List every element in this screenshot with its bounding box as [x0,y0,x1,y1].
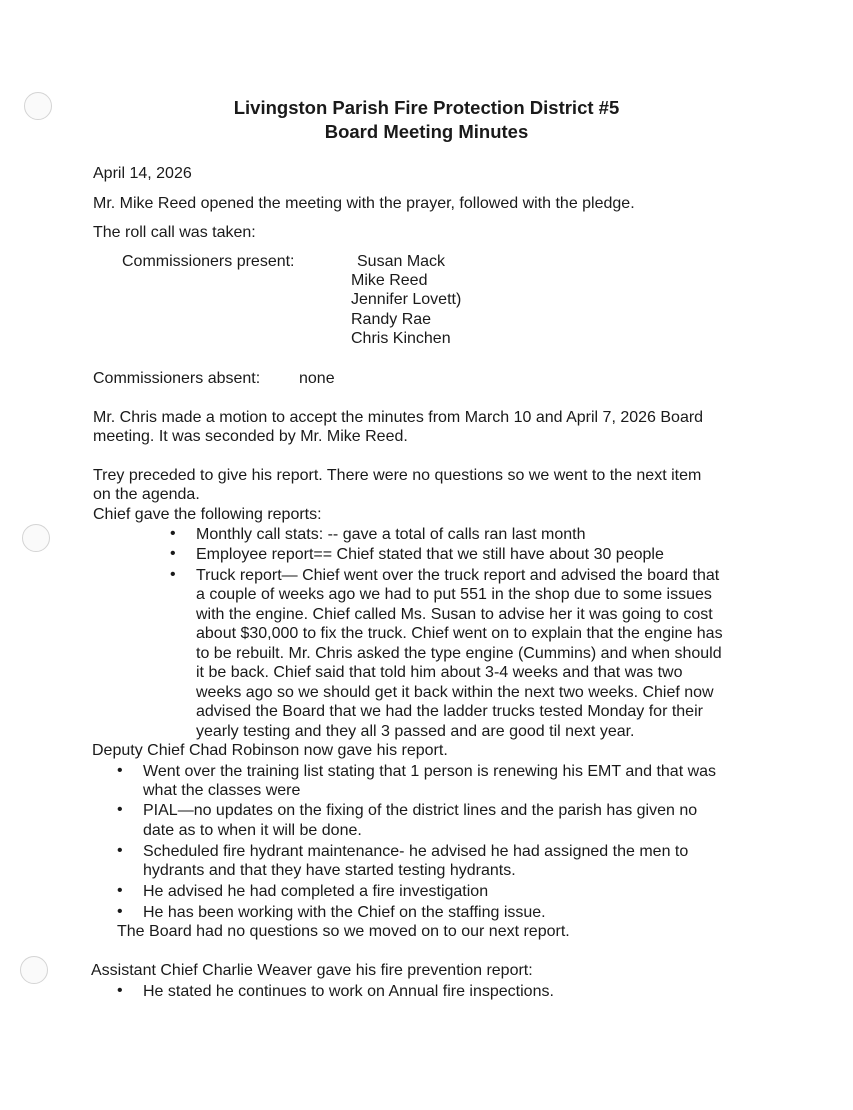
chief-intro: Chief gave the following reports: [93,506,322,523]
chief-item: to be rebuilt. Mr. Chris asked the type engine (Cummins) and when should [196,645,722,662]
chief-item: Monthly call stats: -- gave a total of calls ran last month [196,526,586,543]
meeting-date: April 14, 2026 [93,165,192,182]
binder-hole-icon [20,956,48,984]
chief-item: a couple of weeks ago we had to put 551 in the shop due to some issues [196,586,712,603]
bullet-icon: • [117,903,123,920]
deputy-item: hydrants and that they have started testing hydrants. [143,862,516,879]
chief-item: weeks ago so we should get it back within the next two weeks. Chief now [196,684,714,701]
present-name: Mike Reed [351,272,428,289]
bullet-icon: • [170,545,176,562]
present-name: Chris Kinchen [351,330,451,347]
deputy-item: what the classes were [143,782,301,799]
deputy-item: He has been working with the Chief on the staffing issue. [143,904,546,921]
bullet-icon: • [117,982,123,999]
chief-item: with the engine. Chief called Ms. Susan to advise her it was going to cost [196,606,713,623]
chief-item: about $30,000 to fix the truck. Chief went on to explain that the engine has [196,625,723,642]
deputy-item: Scheduled fire hydrant maintenance- he advised he had assigned the men to [143,843,689,860]
opening-statement: Mr. Mike Reed opened the meeting with the prayer, followed with the pledge. [93,195,635,212]
deputy-item: PIAL—no updates on the fixing of the district lines and the parish has given no [143,802,698,819]
document-title: Livingston Parish Fire Protection District #5 [233,97,620,118]
absent-label: Commissioners absent: [93,370,261,387]
deputy-intro: Deputy Chief Chad Robinson now gave his report. [92,742,448,759]
motion-text: meeting. It was seconded by Mr. Mike Reed. [93,428,408,445]
present-name: Randy Rae [351,311,432,328]
roll-call-statement: The roll call was taken: [93,224,256,241]
bullet-icon: • [170,566,176,583]
board-statement: The Board had no questions so we moved on to our next report. [117,923,570,940]
trey-report: on the agenda. [93,486,200,503]
bullet-icon: • [170,525,176,542]
bullet-icon: • [117,801,123,818]
deputy-item: date as to when it will be done. [143,822,362,839]
absent-value: none [299,370,335,387]
present-name: Susan Mack [357,253,446,270]
bullet-icon: • [117,882,123,899]
deputy-item: He advised he had completed a fire investigation [143,883,489,900]
deputy-item: Went over the training list stating that 1 person is renewing his EMT and that was [143,763,717,780]
document-subtitle: Board Meeting Minutes [324,121,529,142]
chief-item: yearly testing and they all 3 passed and are good til next year. [196,723,635,740]
chief-item: Truck report— Chief went over the truck report and advised the board that [196,567,720,584]
present-name: Jennifer Lovett) [351,291,462,308]
assistant-intro: Assistant Chief Charlie Weaver gave his fire prevention report: [91,962,533,979]
chief-item: advised the Board that we had the ladder trucks tested Monday for their [196,703,703,720]
binder-hole-icon [22,524,50,552]
bullet-icon: • [117,842,123,859]
chief-item: Employee report== Chief stated that we still have about 30 people [196,546,664,563]
bullet-icon: • [117,762,123,779]
motion-text: Mr. Chris made a motion to accept the minutes from March 10 and April 7, 2026 Board [93,409,704,426]
chief-item: it be back. Chief said that told him about 3-4 weeks and that was two [196,664,683,681]
trey-report: Trey preceded to give his report. There were no questions so we went to the next item [93,467,702,484]
assistant-item: He stated he continues to work on Annual fire inspections. [143,983,554,1000]
present-label: Commissioners present: [122,253,295,270]
